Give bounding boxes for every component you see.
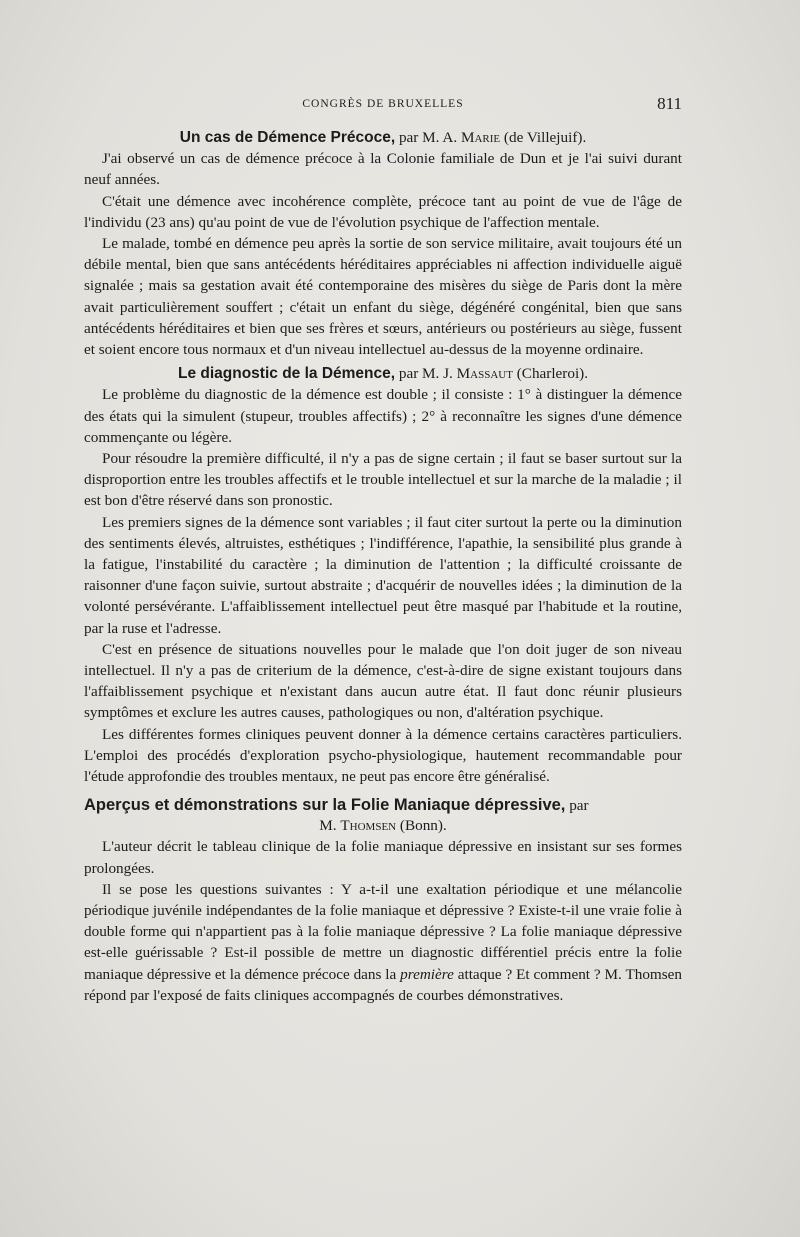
paragraph: Le malade, tombé en démence peu après la sortie de son service militaire, avait toujours été un débile mental, bien que sans antécédents héréditaires appréciables ni affection individuelle aiguë signalée ; mais sa gestation avait été contemporaine des misères du siège de Paris dont la mère avait particulièrement souffert ; c'était un enfant du siège, dégénéré congénital, bien que sans antécédents héréditaires et bien que ses frères et sœurs, antérieurs ou postérieurs au siège, fussent et soient encore tous normaux et d'un niveau intellectuel au-dessus de la moyenne ordinaire.: [84, 235, 682, 359]
paragraph: J'ai observé un cas de démence précoce à la Colonie familiale de Dun et je l'ai suivi durant neuf années.: [84, 150, 682, 189]
paragraph: Les premiers signes de la démence sont variables ; il faut citer surtout la perte ou la diminution des sentiments élevés, altruistes, esthétiques ; l'indifférence, l'apathie, la sensibilité plus grande à la fatigue, l'instabilité du caractère ; la diminution de l'attention ; la difficulté croissante de raisonner d'une façon suivie, surtout abstraite ; d'acquérir de nouvelles idées ; la diminution de la volonté persévérante. L'affaiblissement intellectuel peut être masqué par l'habitude et la routine, par la ruse et l'adresse.: [84, 513, 682, 637]
paragraph: C'est en présence de situations nouvelles pour le malade que l'on doit juger de son niveau intellectuel. Il n'y a pas de criterium de la démence, c'est-à-dire de signe existant toujours dans l'affaiblissement psychique et n'existant dans aucun autre état. Il faut donc réunir plusieurs symptômes et exclure les autres causes, pathologiques ou non, d'altération psychique.: [84, 640, 682, 722]
running-head: [84, 94, 682, 114]
article-heading: [84, 795, 682, 836]
article-affiliation: (Charleroi).: [516, 365, 589, 383]
article-author: Marie: [460, 129, 501, 146]
article-by: par M. A.: [398, 129, 458, 146]
paragraph-text: attaque ? Et comment ? M. Thomsen répond par l'exposé de faits cliniques accompagnés de courbes démonstratives.: [84, 965, 682, 1004]
paragraph: L'auteur décrit le tableau clinique de la folie maniaque dépressive en insistant sur ses formes prolongées.: [84, 838, 682, 877]
paragraph: C'était une démence avec incohérence complète, précoce tant au point de vue de l'âge de l'individu (23 ans) qu'au point de vue de l'évolution psychique de l'affection mentale.: [84, 192, 682, 231]
running-title: CONGRÈS DE BRUXELLES: [302, 98, 464, 110]
article-author-prefix: M.: [319, 817, 337, 835]
article-title: Un cas de Démence Précoce,: [179, 129, 396, 146]
article-author: Thomsen: [340, 817, 397, 835]
article-by: par M. J.: [398, 365, 453, 383]
article-author-line: [84, 816, 682, 836]
article-heading: [84, 127, 682, 148]
article-affiliation: (de Villejuif).: [503, 129, 587, 146]
paragraph: Pour résoudre la première difficulté, il n'y a pas de signe certain ; il faut se baser surtout sur la disproportion entre les troubles affectifs et le trouble intellectuel et sur la marche de la maladie ; il est bon d'être réservé dans son pronostic.: [84, 450, 682, 510]
page-body: [84, 124, 682, 1006]
article-title: Le diagnostic de la Démence,: [177, 365, 396, 383]
paragraph: [84, 879, 682, 1006]
page-number: 811: [657, 94, 682, 113]
paragraph: Le problème du diagnostic de la démence est double ; il consiste : 1° à distinguer la démence des états qui la simulent (stupeur, troubles affectifs) ; 2° à reconnaître les signes d'une démence commençante ou légère.: [84, 386, 682, 446]
paragraph-text: Il se pose les questions suivantes : Y a-t-il une exaltation périodique et une mélancolie périodique juvénile indépendantes de la folie maniaque et dépressive ? Existe-t-il une vraie folie à double forme qui n'appartient pas à la folie maniaque dépressive ? La folie maniaque dépressive est-elle guérissable ? Est-il possible de mettre un diagnostic différentiel précis entre la folie maniaque dépressive et la démence précoce dans la: [84, 880, 682, 983]
emphasis: première: [400, 965, 454, 983]
article-author: Massaut: [456, 365, 513, 383]
article-title: Aperçus et démonstrations sur la Folie Maniaque dépressive,: [84, 796, 566, 815]
article-heading: [84, 363, 682, 384]
article-affiliation: (Bonn).: [399, 817, 447, 835]
paragraph: Les différentes formes cliniques peuvent donner à la démence certains caractères particuliers. L'emploi des procédés d'exploration psycho-physiologique, hautement recommandable pour l'étude approfondie des troubles mentaux, ne peut pas encore être généralisé.: [84, 725, 682, 786]
article-by: par: [569, 797, 589, 815]
